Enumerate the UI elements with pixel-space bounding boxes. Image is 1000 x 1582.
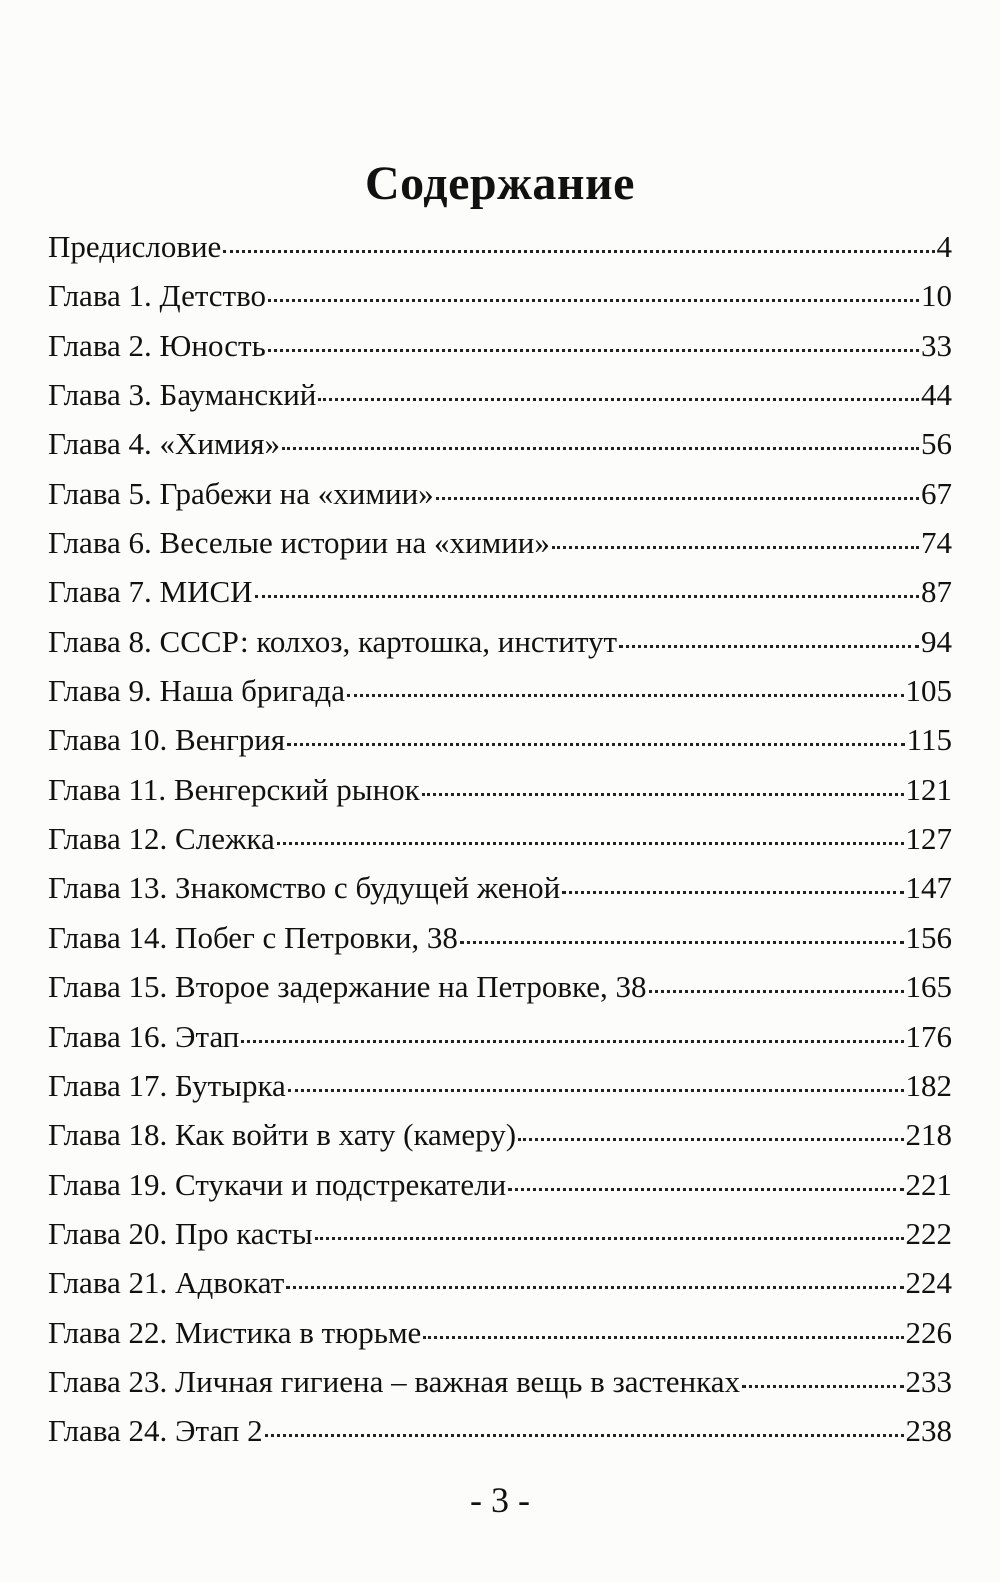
- toc-entry-title: Глава 2. Юность: [48, 327, 266, 363]
- toc-entry-page: 87: [921, 574, 952, 610]
- dot-leader: [742, 1385, 904, 1388]
- toc-entry-title: Глава 12. Слежка: [48, 821, 275, 857]
- dot-leader: [265, 1434, 904, 1437]
- toc-entry-page: 105: [905, 673, 952, 709]
- dot-leader: [277, 842, 904, 845]
- toc-entry-page: 221: [905, 1166, 952, 1202]
- toc-entry-title: Глава 16. Этап: [48, 1018, 240, 1054]
- toc-entry-page: 224: [905, 1265, 952, 1301]
- dot-leader: [268, 349, 919, 352]
- dot-leader: [287, 743, 904, 746]
- toc-entry: [48, 370, 952, 419]
- dot-leader: [422, 793, 904, 796]
- toc-entry: [48, 222, 952, 271]
- dot-leader: [268, 299, 919, 302]
- toc-entry-title: Глава 18. Как войти в хату (камеру): [48, 1117, 517, 1153]
- toc-entry-title: Глава 3. Бауманский: [48, 377, 317, 413]
- toc-entry-title: Глава 7. МИСИ: [48, 574, 253, 610]
- toc-entry-page: 226: [905, 1314, 952, 1350]
- toc-entry: [48, 1012, 952, 1061]
- toc-entry-title: Предисловие: [48, 229, 222, 264]
- toc-entry-page: 115: [906, 722, 952, 758]
- toc-entry-page: 94: [921, 623, 952, 659]
- dot-leader: [508, 1188, 903, 1191]
- toc-entry-page: 222: [905, 1215, 952, 1251]
- toc-entry: [48, 617, 952, 666]
- dot-leader: [423, 1336, 903, 1339]
- toc-entry-page: 67: [921, 475, 952, 511]
- toc-entry-title: Глава 8. СССР: колхоз, картошка, институт: [48, 623, 618, 659]
- dot-leader: [315, 1237, 904, 1240]
- toc-entry-page: 238: [905, 1413, 952, 1449]
- dot-leader: [223, 250, 934, 253]
- dot-leader: [552, 546, 919, 549]
- toc-entry-page: 176: [905, 1018, 952, 1054]
- toc-entry: [48, 962, 952, 1011]
- table-of-contents: [48, 222, 952, 1456]
- dot-leader: [318, 398, 919, 401]
- toc-entry-title: Глава 4. «Химия»: [48, 426, 281, 462]
- dot-leader: [288, 1089, 904, 1092]
- toc-entry: [48, 715, 952, 764]
- toc-entry: [48, 271, 952, 320]
- toc-entry: [48, 1209, 952, 1258]
- toc-entry-page: 4: [936, 229, 952, 264]
- toc-entry-title: Глава 11. Венгерский рынок: [48, 771, 420, 807]
- toc-entry-page: 10: [921, 278, 952, 314]
- dot-leader: [518, 1138, 903, 1141]
- toc-entry-title: Глава 17. Бутырка: [48, 1067, 286, 1103]
- toc-entry-title: Глава 9. Наша бригада: [48, 673, 345, 709]
- toc-entry-title: Глава 14. Побег с Петровки, 38: [48, 919, 458, 955]
- toc-entry-page: 233: [905, 1363, 952, 1399]
- toc-entry-page: 56: [921, 426, 952, 462]
- toc-entry-title: Глава 10. Венгрия: [48, 722, 286, 758]
- dot-leader: [282, 447, 919, 450]
- toc-entry: [48, 1308, 952, 1357]
- dot-leader: [619, 645, 919, 648]
- toc-entry: [48, 814, 952, 863]
- toc-entry-page: 74: [921, 525, 952, 561]
- dot-leader: [347, 694, 904, 697]
- dot-leader: [436, 497, 919, 500]
- dot-leader: [562, 891, 903, 894]
- page-number: - 3 -: [470, 1480, 530, 1520]
- dot-leader: [241, 1040, 903, 1043]
- toc-entry-title: Глава 6. Веселые истории на «химии»: [48, 525, 550, 561]
- toc-entry-page: 33: [921, 327, 952, 363]
- dot-leader: [255, 595, 919, 598]
- toc-entry-title: Глава 22. Мистика в тюрьме: [48, 1314, 422, 1350]
- toc-entry: [48, 765, 952, 814]
- toc-entry-page: 218: [905, 1117, 952, 1153]
- dot-leader: [649, 990, 904, 993]
- toc-entry: [48, 1406, 952, 1455]
- toc-entry-page: 121: [905, 771, 952, 807]
- toc-entry: [48, 863, 952, 912]
- toc-entry: [48, 666, 952, 715]
- toc-entry-title: Глава 23. Личная гигиена – важная вещь в застенках: [48, 1363, 740, 1399]
- toc-entry-page: 127: [905, 821, 952, 857]
- toc-entry: [48, 469, 952, 518]
- toc-entry-page: 44: [921, 377, 952, 413]
- toc-entry-title: Глава 5. Грабежи на «химии»: [48, 475, 434, 511]
- toc-entry-title: Глава 24. Этап 2: [48, 1413, 263, 1449]
- toc-entry: [48, 518, 952, 567]
- toc-entry: [48, 1357, 952, 1406]
- toc-entry: [48, 1258, 952, 1307]
- toc-entry-page: 147: [905, 870, 952, 906]
- toc-entry: [48, 1160, 952, 1209]
- toc-entry: [48, 913, 952, 962]
- toc-entry-title: Глава 21. Адвокат: [48, 1265, 285, 1301]
- dot-leader: [286, 1286, 903, 1289]
- dot-leader: [460, 941, 904, 944]
- toc-entry-page: 182: [905, 1067, 952, 1103]
- toc-entry: [48, 419, 952, 468]
- toc-entry-title: Глава 15. Второе задержание на Петровке, 38: [48, 969, 647, 1005]
- page-title: Содержание: [365, 157, 635, 211]
- toc-entry-page: 156: [905, 919, 952, 955]
- toc-entry-title: Глава 13. Знакомство с будущей женой: [48, 870, 561, 906]
- toc-entry: [48, 1061, 952, 1110]
- toc-entry-title: Глава 20. Про касты: [48, 1215, 313, 1251]
- toc-entry: [48, 567, 952, 616]
- toc-entry-title: Глава 1. Детство: [48, 278, 266, 314]
- toc-entry: [48, 1110, 952, 1159]
- toc-entry-page: 165: [905, 969, 952, 1005]
- toc-entry: [48, 321, 952, 370]
- toc-entry-title: Глава 19. Стукачи и подстрекатели: [48, 1166, 507, 1202]
